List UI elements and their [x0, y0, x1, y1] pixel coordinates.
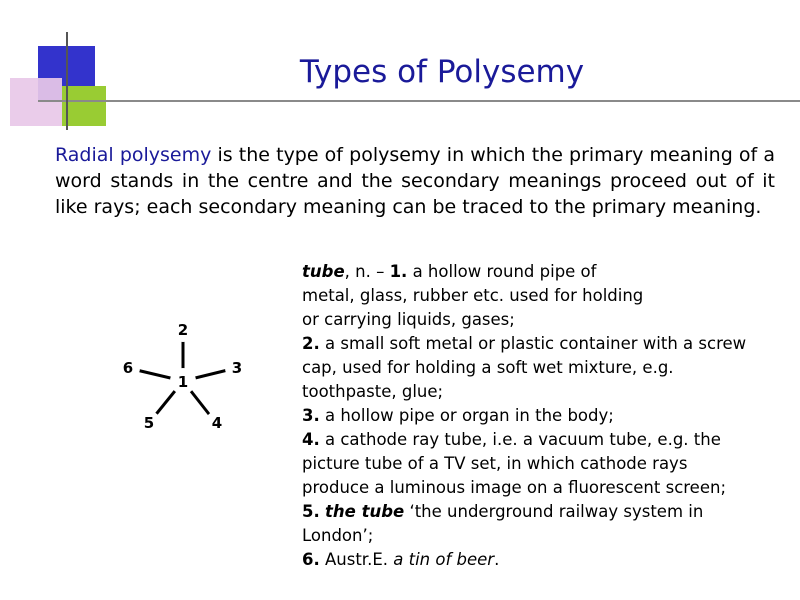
dictionary-entry	[302, 260, 782, 572]
node-5: 5	[143, 414, 155, 432]
node-2: 2	[177, 321, 189, 339]
entry-line: metal, glass, rubber etc. used for holding	[302, 286, 644, 305]
node-1: 1	[177, 373, 189, 391]
entry-line: produce a luminous image on a fluorescent screen;	[302, 478, 727, 497]
node-6: 6	[122, 359, 134, 377]
entry-line: 3. a hollow pipe or organ in the body;	[302, 406, 614, 425]
node-3: 3	[231, 359, 243, 377]
intro-text: is the type of polysemy in which the primary meaning of a word stands in the centre and the secondary meanings proceed out of it like rays; each secondary meaning can be traced to the primary meaning.	[55, 144, 775, 218]
entry-line: tube, n. – 1. a hollow round pipe of	[302, 262, 597, 281]
entry-line: cap, used for holding a soft wet mixture, e.g.	[302, 358, 674, 377]
entry-line: London’;	[302, 526, 374, 545]
node-4: 4	[211, 414, 223, 432]
entry-line: 5. the tube ‘the underground railway system in	[302, 502, 704, 521]
entry-line: or carrying liquids, gases;	[302, 310, 515, 329]
radial-diagram	[100, 310, 280, 440]
entry-line: 2. a small soft metal or plastic container with a screw	[302, 334, 747, 353]
decor-green-square	[62, 86, 106, 126]
decor-horizontal-line	[38, 100, 800, 102]
entry-line: 4. a cathode ray tube, i.e. a vacuum tube, e.g. the	[302, 430, 721, 449]
entry-line: picture tube of a TV set, in which cathode rays	[302, 454, 688, 473]
slide-title: Types of Polysemy	[299, 54, 585, 90]
entry-line: toothpaste, glue;	[302, 382, 444, 401]
intro-term: Radial polysemy	[55, 144, 212, 166]
headword: tube	[302, 262, 345, 281]
intro-paragraph	[55, 142, 775, 220]
entry-line: 6. Austr.E. a tin of beer.	[302, 550, 500, 569]
